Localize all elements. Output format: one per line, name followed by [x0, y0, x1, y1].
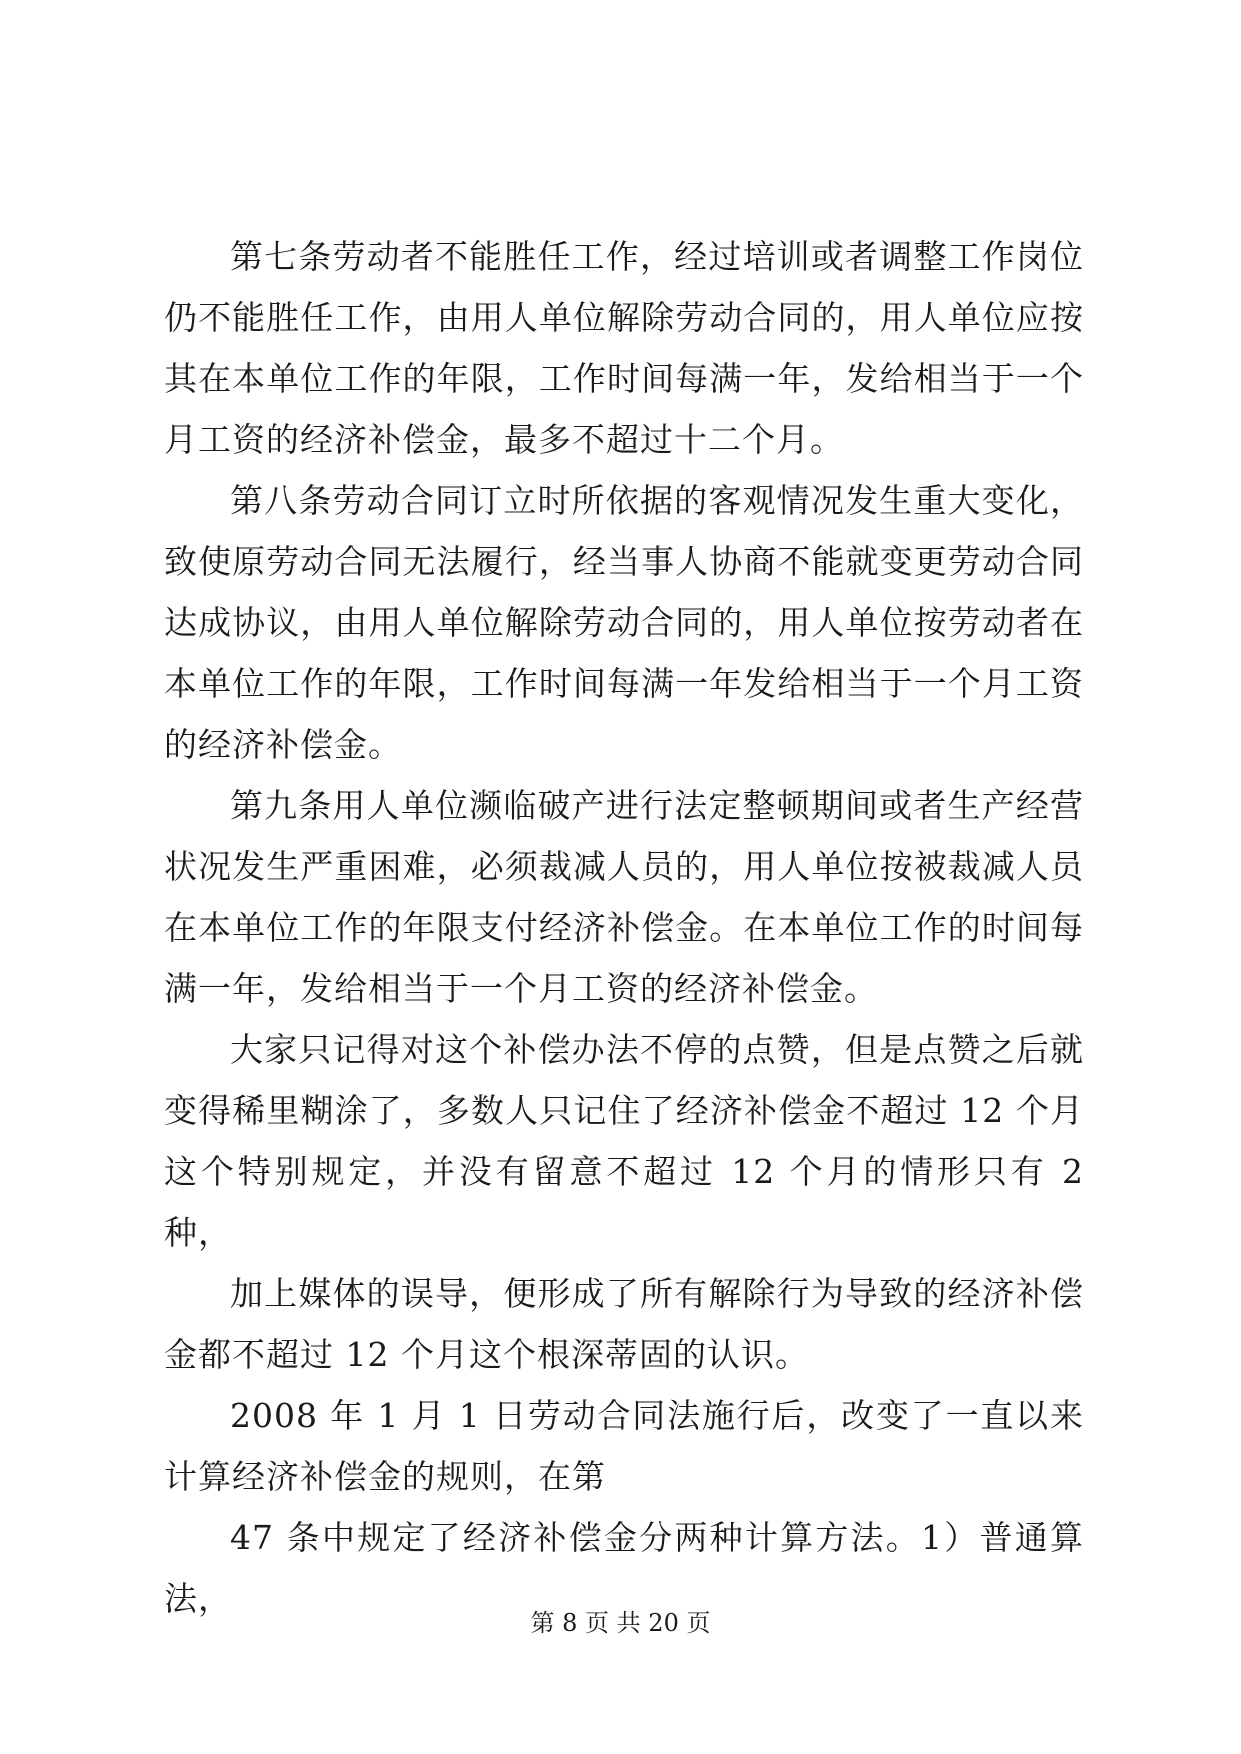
paragraph-commentary-3: 2008 年 1 月 1 日劳动合同法施行后，改变了一直以来计算经济补偿金的规则，在第 — [164, 1396, 1084, 1496]
paragraph-article-8: 第八条劳动合同订立时所依据的客观情况发生重大变化，致使原劳动合同无法履行，经当事人协商不能就变更劳动合同达成协议，由用人单位解除劳动合同的，用人单位按劳动者在本单位工作的年限，工作时间每满一年发给相当于一个月工资的经济补偿金。 — [164, 481, 1084, 764]
paragraph-commentary-1: 大家只记得对这个补偿办法不停的点赞，但是点赞之后就变得稀里糊涂了，多数人只记住了经济补偿金不超过 12 个月这个特别规定，并没有留意不超过 12 个月的情形只有 2 种， — [164, 1030, 1084, 1252]
page-footer: 第 8 页 共 20 页 — [530, 1609, 711, 1637]
document-body — [164, 226, 1084, 1629]
paragraph-article-9: 第九条用人单位濒临破产进行法定整顿期间或者生产经营状况发生严重困难，必须裁减人员的，用人单位按被裁减人员在本单位工作的年限支付经济补偿金。在本单位工作的时间每满一年，发给相当于一个月工资的经济补偿金。 — [164, 786, 1084, 1008]
paragraph-commentary-2: 加上媒体的误导，便形成了所有解除行为导致的经济补偿金都不超过 12 个月这个根深蒂固的认识。 — [164, 1274, 1084, 1374]
paragraph-commentary-4: 47 条中规定了经济补偿金分两种计算方法。1）普通算法， — [164, 1518, 1084, 1618]
paragraph-article-7: 第七条劳动者不能胜任工作，经过培训或者调整工作岗位仍不能胜任工作，由用人单位解除劳动合同的，用人单位应按其在本单位工作的年限，工作时间每满一年，发给相当于一个月工资的经济补偿金，最多不超过十二个月。 — [164, 237, 1084, 459]
